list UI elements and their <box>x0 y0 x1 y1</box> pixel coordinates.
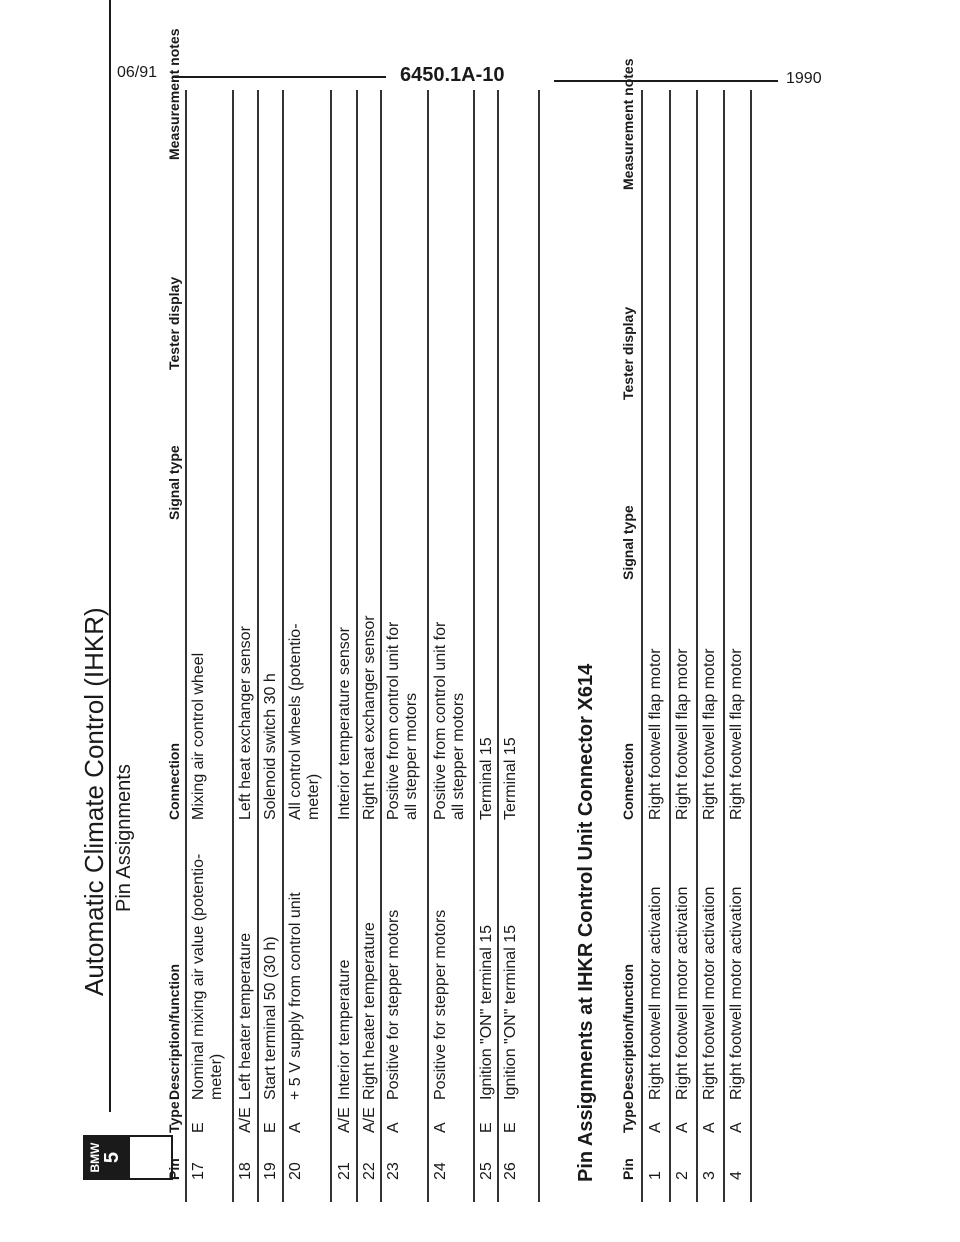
table-row-connection: all stepper motors <box>450 692 467 820</box>
table-row-description: Right footwell motor activation <box>701 886 718 1100</box>
col-header-type: Type <box>166 1101 182 1133</box>
table-row-pin: 20 <box>287 1162 304 1180</box>
col-header-measurement-notes-x614: Measurement notes <box>620 58 636 190</box>
table-row-connection: Terminal 15 <box>502 737 519 820</box>
table-row-type: E <box>478 1122 495 1133</box>
table-row-pin: 17 <box>190 1162 207 1180</box>
table-row-type: E <box>262 1122 279 1133</box>
table-row-divider <box>380 90 382 1202</box>
table-row-connection: Right heat exchanger sensor <box>361 615 378 820</box>
table-row-type: A/E <box>336 1107 353 1133</box>
col-header-description: Description/function <box>166 963 182 1100</box>
table-row-description: Right footwell motor activation <box>728 886 745 1100</box>
table-row-type: A/E <box>237 1107 254 1133</box>
table-row-description: Positive for stepper motors <box>385 909 402 1100</box>
table-row-type: A <box>432 1122 449 1133</box>
table-row-connection: Right footwell flap motor <box>728 648 745 820</box>
table-row-divider <box>282 90 284 1202</box>
col-header-signal-type-x614: Signal type <box>620 505 636 580</box>
table-row-divider <box>669 90 671 1202</box>
table-row-type: E <box>502 1122 519 1133</box>
table-row-description: Right footwell motor activation <box>674 886 691 1100</box>
table-row-divider <box>473 90 475 1202</box>
table-row-divider <box>538 90 540 1202</box>
col-header-signal-type: Signal type <box>166 445 182 520</box>
table-row-connection: Interior temperature sensor <box>336 627 353 820</box>
col-header-connection-x614: Connection <box>620 743 636 820</box>
table-row-pin: 19 <box>262 1162 279 1180</box>
table-row-type: A <box>385 1122 402 1133</box>
table-row-pin: 24 <box>432 1162 449 1180</box>
table-row-connection: Solenoid switch 30 h <box>262 673 279 820</box>
table-row-divider <box>723 90 725 1202</box>
table-row-description: Interior temperature <box>336 959 353 1100</box>
table-row-connection: Left heat exchanger sensor <box>237 626 254 820</box>
table-row-type: A <box>287 1122 304 1133</box>
table-row-description: Ignition "ON" terminal 15 <box>478 925 495 1100</box>
table-row-pin: 2 <box>674 1171 691 1180</box>
table-row-connection: Right footwell flap motor <box>647 648 664 820</box>
col-header-type-x614: Type <box>620 1101 636 1133</box>
header-year: 1990 <box>786 70 822 87</box>
table-row-description: Left heater temperature <box>237 932 254 1100</box>
table-row-pin: 3 <box>701 1171 718 1180</box>
table-row-connection: Positive from control unit for <box>432 621 449 820</box>
col-header-pin: Pin <box>166 1158 182 1180</box>
table-row-divider <box>356 90 358 1202</box>
table-row-connection: Positive from control unit for <box>385 621 402 820</box>
table-row-type: A <box>728 1122 745 1133</box>
table-row-type: A <box>701 1122 718 1133</box>
table-row-pin: 23 <box>385 1162 402 1180</box>
table-row-divider <box>427 90 429 1202</box>
header-date: 06/91 <box>117 64 158 81</box>
table-row-connection: Right footwell flap motor <box>701 648 718 820</box>
table-row-divider <box>257 90 259 1202</box>
table-row-description: Right footwell motor activation <box>647 886 664 1100</box>
col-header-pin-x614: Pin <box>620 1158 636 1180</box>
col-header-tester-display-x614: Tester display <box>620 306 636 400</box>
table-row-divider <box>696 90 698 1202</box>
table-row-connection: meter) <box>305 773 322 820</box>
brand-series: 5 <box>101 1151 123 1164</box>
table-row-description: Right heater temperature <box>361 922 378 1100</box>
table-row-divider <box>750 90 752 1202</box>
table-row-divider <box>232 90 234 1202</box>
table-row-pin: 1 <box>647 1171 664 1180</box>
table-row-type: A <box>674 1122 691 1133</box>
table-row-description: Nominal mixing air value (potentio- <box>190 853 207 1100</box>
col-header-connection: Connection <box>166 743 182 820</box>
table-row-description: Start terminal 50 (30 h) <box>262 936 279 1100</box>
col-header-description-x614: Description/function <box>620 963 636 1100</box>
table-row-type: A/E <box>361 1107 378 1133</box>
table-row-connection: Right footwell flap motor <box>674 648 691 820</box>
table-row-type: A <box>647 1122 664 1133</box>
brand-name: BMW <box>88 1142 102 1173</box>
table-row-pin: 4 <box>728 1171 745 1180</box>
table-row-type: E <box>190 1122 207 1133</box>
table-row-description: + 5 V supply from control unit <box>287 892 304 1100</box>
table-row-description: meter) <box>208 1053 225 1100</box>
page-title: Automatic Climate Control (IHKR) <box>79 607 109 996</box>
table-row-connection: all stepper motors <box>403 692 420 820</box>
col-header-tester-display: Tester display <box>166 276 182 370</box>
table-header-rule <box>185 90 187 1202</box>
table-row-pin: 22 <box>361 1162 378 1180</box>
col-header-measurement-notes: Measurement notes <box>166 28 182 160</box>
table-row-divider <box>330 90 332 1202</box>
table-row-pin: 18 <box>237 1162 254 1180</box>
table-row-pin: 25 <box>478 1162 495 1180</box>
table-row-pin: 21 <box>336 1162 353 1180</box>
table-row-connection: Terminal 15 <box>478 737 495 820</box>
table-x614-header-rule <box>641 90 643 1202</box>
section-title-connector-x614: Pin Assignments at IHKR Control Unit Connector X614 <box>575 663 597 1182</box>
header-document-code: 6450.1A-10 <box>400 64 505 86</box>
table-row-divider <box>497 90 499 1202</box>
table-row-connection: All control wheels (potentio- <box>287 623 304 820</box>
table-row-description: Ignition "ON" terminal 15 <box>502 925 519 1100</box>
page-subtitle: Pin Assignments <box>113 764 135 912</box>
table-row-pin: 26 <box>502 1162 519 1180</box>
table-row-description: Positive for stepper motors <box>432 909 449 1100</box>
table-row-connection: Mixing air control wheel <box>190 652 207 820</box>
